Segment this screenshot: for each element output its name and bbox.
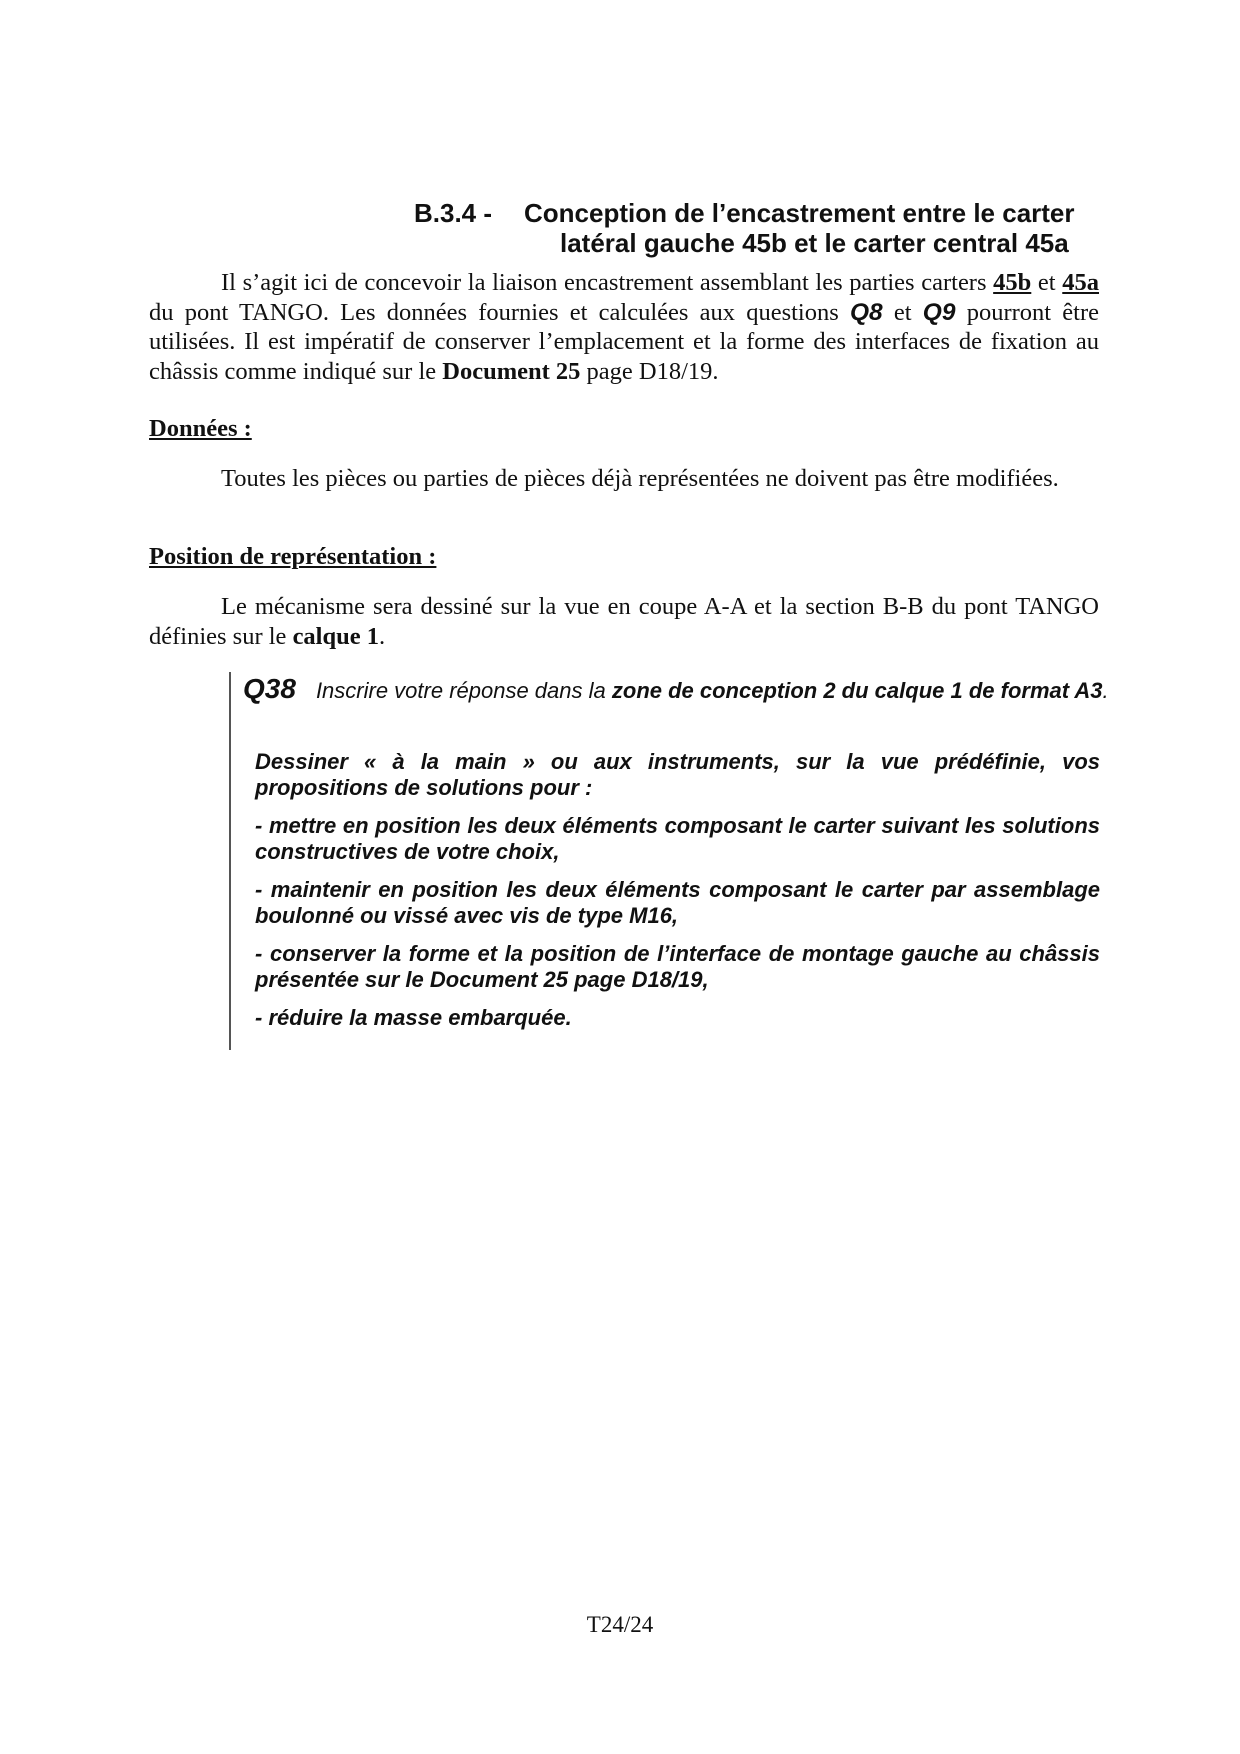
intro-text-2: et — [1031, 269, 1063, 296]
section-heading — [414, 198, 1114, 258]
part-45b: 45b — [993, 269, 1032, 296]
question-ref-q9: Q9 — [922, 298, 956, 326]
question-box — [229, 672, 1109, 1050]
donnees-paragraph: Toutes les pièces ou parties de pièces déjà représentées ne doivent pas être modifiées. — [221, 465, 1059, 492]
question-instruction — [243, 673, 1156, 704]
question-item-4: - réduire la masse embarquée. — [255, 1005, 572, 1030]
part-45a: 45a — [1062, 269, 1100, 296]
question-item-1: - mettre en position les deux éléments composant le carter suivant les solutions constructives de votre choix, — [255, 813, 1100, 864]
heading-title-line-2: latéral gauche 45b et le carter central 45a — [560, 228, 1069, 258]
question-intro: Dessiner « à la main » ou aux instruments, sur la vue prédéfinie, vos propositions de solutions pour : — [255, 749, 1100, 800]
heading-title-line-1: Conception de l’encastrement entre le carter — [524, 198, 1075, 228]
position-paragraph — [149, 592, 1099, 651]
intro-text-6: page D18/19. — [580, 357, 719, 385]
position-text-2: . — [379, 622, 386, 650]
intro-text-1: Il s’agit ici de concevoir la liaison encastrement assemblant les parties carters — [221, 269, 994, 296]
question-ref-q8: Q8 — [849, 298, 883, 326]
intro-text-5: pourront être utilisées. Il est impératif de conserver l’emplacement et la forme des interfaces de fixation au châssis comme indiqué sur le — [149, 298, 1100, 385]
heading-line-2 — [414, 228, 1114, 258]
question-item-2: - maintenir en position les deux éléments composant le carter par assemblage boulonné ou vissé avec vis de type M16, — [255, 877, 1100, 928]
question-label: Q38 — [243, 673, 296, 704]
intro-paragraph — [149, 268, 1099, 386]
intro-text-4: et — [882, 298, 923, 326]
intro-text-3: du pont TANGO. Les données fournies et calculées aux questions — [149, 298, 850, 326]
position-text-1: Le mécanisme sera dessiné sur la vue en coupe A-A et la section B-B du pont TANGO définies sur le — [149, 593, 1099, 650]
calque-ref: calque 1 — [292, 622, 379, 650]
donnees-title: Données : — [149, 415, 252, 442]
instruction-end: . — [1102, 678, 1109, 703]
document-ref: Document 25 — [442, 357, 581, 385]
question-item-3: - conserver la forme et la position de l’interface de montage gauche au châssis présentée sur le Document 25 page D18/19, — [255, 941, 1100, 992]
instruction-text: Inscrire votre réponse dans la — [315, 678, 612, 703]
instruction-target: zone de conception 2 du calque 1 de format A3 — [611, 678, 1103, 703]
page-number: T24/24 — [586, 1612, 654, 1637]
heading-line-1 — [414, 198, 1114, 228]
position-title: Position de représentation : — [149, 543, 437, 570]
section-number: B.3.4 - — [414, 198, 493, 228]
